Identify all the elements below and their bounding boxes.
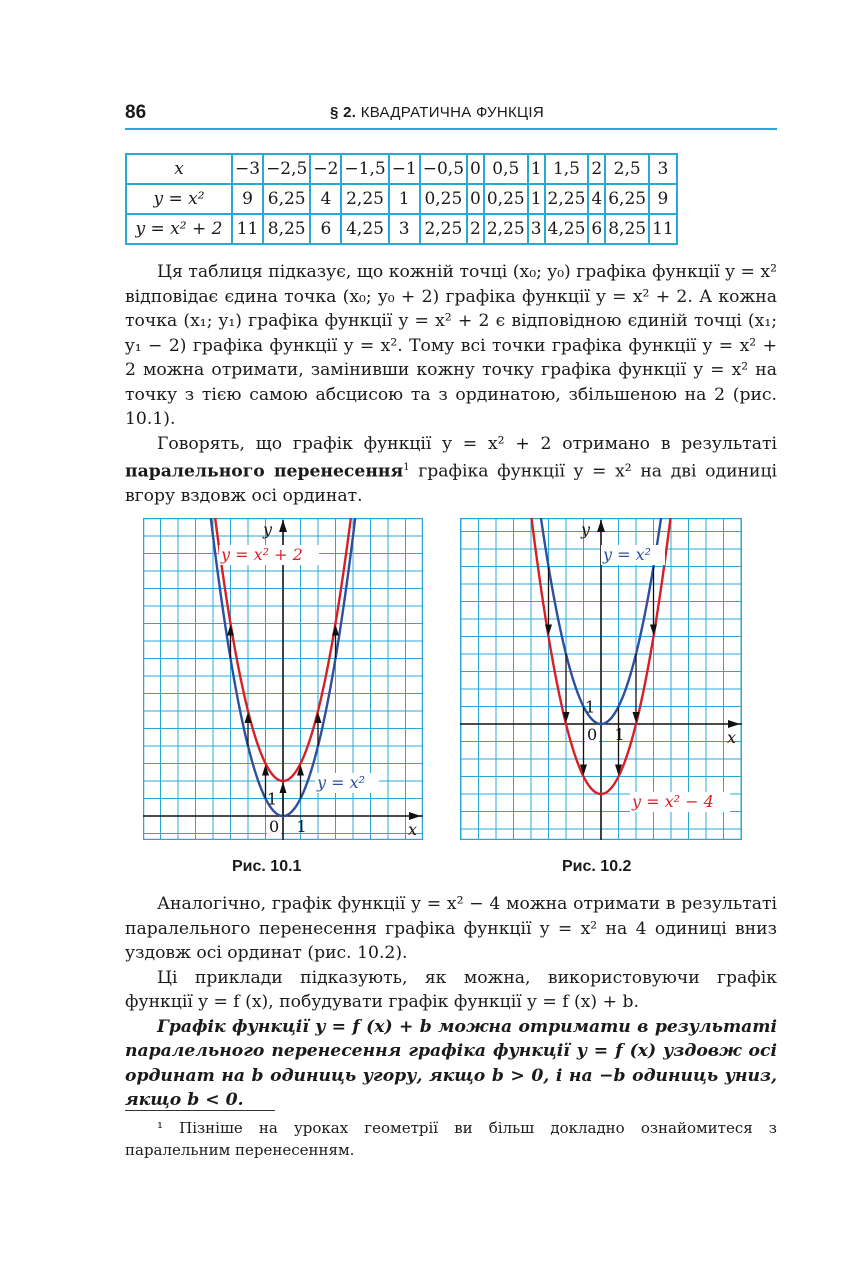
page-header (125, 100, 777, 130)
table-cell: 2,25 (484, 214, 528, 244)
curve-label-shifted: y = x² + 2 (221, 545, 303, 564)
table-cell: 8,25 (605, 214, 649, 244)
figure-10-1 (143, 518, 423, 840)
table-cell: 0,5 (484, 154, 528, 184)
footnote-ref: 1 (403, 462, 410, 473)
table-row (126, 154, 677, 184)
table-cell: 9 (649, 184, 677, 214)
y-unit-label: 1 (585, 697, 596, 717)
term-parallel-translation: паралельного перенесення (125, 461, 404, 482)
y-unit-label: 1 (267, 789, 278, 809)
shift-arrowhead (650, 625, 657, 636)
origin-label: 0 (587, 725, 598, 744)
paragraph-1: Ця таблиця підказує, що кожній точці (x₀; y₀) графіка функції y = x² відповідає єдина точка (x₀; y₀ + 2) графіка функції y = x² + 2. А кожна точка (x₁; y₁) графіка функції y = x² + 2 є відповідною єдиній точці (x₁; y₁ − 2) графіка функції y = x². Тому всі точки графіка функції y = x² + 2 можна отримати, замінивши кожну точку графіка функції y = x² на точку з тією самою абсцисою та з ординатою, збільшеною на 2 (рис. 10.1). (125, 262, 777, 429)
table-cell: −1 (389, 154, 420, 184)
table-cell: 11 (649, 214, 677, 244)
table-cell: 3 (649, 154, 677, 184)
page-number: 86 (125, 102, 147, 123)
section-title: § 2. КВАДРАТИЧНА ФУНКЦІЯ (330, 104, 545, 121)
table-head-y2: y = x² + 2 (126, 214, 232, 244)
footnote-divider (125, 1110, 275, 1111)
table-cell: 1 (389, 184, 420, 214)
table-cell: 1,5 (545, 154, 589, 184)
y-axis-label: y (263, 520, 273, 539)
table-cell: 2,5 (605, 154, 649, 184)
table-cell: −3 (232, 154, 263, 184)
table-cell: −1,5 (341, 154, 388, 184)
x-unit-label: 1 (296, 817, 307, 836)
rule-statement: Графік функції y = f (x) + b можна отримати в результаті паралельного перенесення графіка функції y = f (x) уздовж осі ординат на b одиниць угору, якщо b > 0, і на −b одиниць униз, якщо b < 0. (125, 1016, 777, 1110)
paragraph-2: Говорять, що графік функції y = x² + 2 отримано в результаті паралельного перенесення$^1$ графіка функції y = x² на дві одиниці вгору вздовж осі ординат. (125, 433, 778, 507)
y-axis-arrow (279, 520, 287, 532)
table-cell: 4 (588, 184, 605, 214)
table-cell: 6,25 (605, 184, 649, 214)
shift-arrowhead (227, 625, 234, 636)
table-cell: 3 (389, 214, 420, 244)
table-cell: 0 (467, 154, 484, 184)
table-cell: 2,25 (420, 214, 467, 244)
table-cell: 1 (528, 154, 545, 184)
table-cell: −2 (310, 154, 341, 184)
paragraph-4: Ці приклади підказують, як можна, використовуючи графік функції y = f (x), побудувати графік функції y = f (x) + b. (125, 967, 777, 1012)
table-cell: −0,5 (420, 154, 467, 184)
table-head-y: y = x² (126, 184, 232, 214)
table-cell: 2,25 (341, 184, 388, 214)
table-cell: 1 (528, 184, 545, 214)
shift-arrowhead (280, 782, 287, 793)
footnote: ¹ Пізніше на уроках геометрії ви більш докладно ознайомитеся з паралельним перенесенням. (125, 1119, 777, 1159)
y-axis-label: y (581, 520, 591, 539)
table-cell: 9 (232, 184, 263, 214)
table-cell: 3 (528, 214, 545, 244)
x-axis-label: x (408, 820, 418, 839)
table-cell: 6,25 (263, 184, 310, 214)
table-cell: −2,5 (263, 154, 310, 184)
figure-10-2 (460, 518, 742, 840)
curve-label-shifted: y = x² − 4 (632, 792, 714, 811)
table-cell: 4,25 (545, 214, 589, 244)
table-cell: 8,25 (263, 214, 310, 244)
caption-10-1: Рис. 10.1 (232, 858, 302, 875)
table-cell: 0,25 (420, 184, 467, 214)
x-axis-label: x (727, 728, 737, 747)
curve-label-y-x2: y = x² (317, 773, 366, 792)
x-axis-arrow (728, 720, 740, 728)
origin-label: 0 (269, 817, 280, 836)
shift-arrowhead (545, 625, 552, 636)
table-cell: 6 (588, 214, 605, 244)
table-cell: 11 (232, 214, 263, 244)
x-axis-arrow (409, 812, 421, 820)
caption-10-2: Рис. 10.2 (562, 858, 632, 875)
table-cell: 4,25 (341, 214, 388, 244)
shift-arrowhead (332, 625, 339, 636)
curve-label-y-x2: y = x² (603, 545, 652, 564)
table-cell: 6 (310, 214, 341, 244)
values-table (125, 153, 678, 245)
body-paragraphs-bottom (125, 892, 777, 1113)
table-cell: 2 (467, 214, 484, 244)
table-cell: 2 (588, 154, 605, 184)
y-axis-arrow (597, 520, 605, 532)
table-row (126, 184, 677, 214)
table-cell: 4 (310, 184, 341, 214)
paragraph-3: Аналогічно, графік функції y = x² − 4 можна отримати в результаті паралельного перенесення графіка функції y = x² на 4 одиниці вниз уздовж осі ординат (рис. 10.2). (125, 894, 777, 963)
body-paragraphs-top (125, 260, 777, 509)
table-row (126, 214, 677, 244)
table-head-x: x (126, 154, 232, 184)
table-cell: 0 (467, 184, 484, 214)
table-cell: 0,25 (484, 184, 528, 214)
table-cell: 2,25 (545, 184, 589, 214)
x-unit-label: 1 (614, 725, 625, 744)
